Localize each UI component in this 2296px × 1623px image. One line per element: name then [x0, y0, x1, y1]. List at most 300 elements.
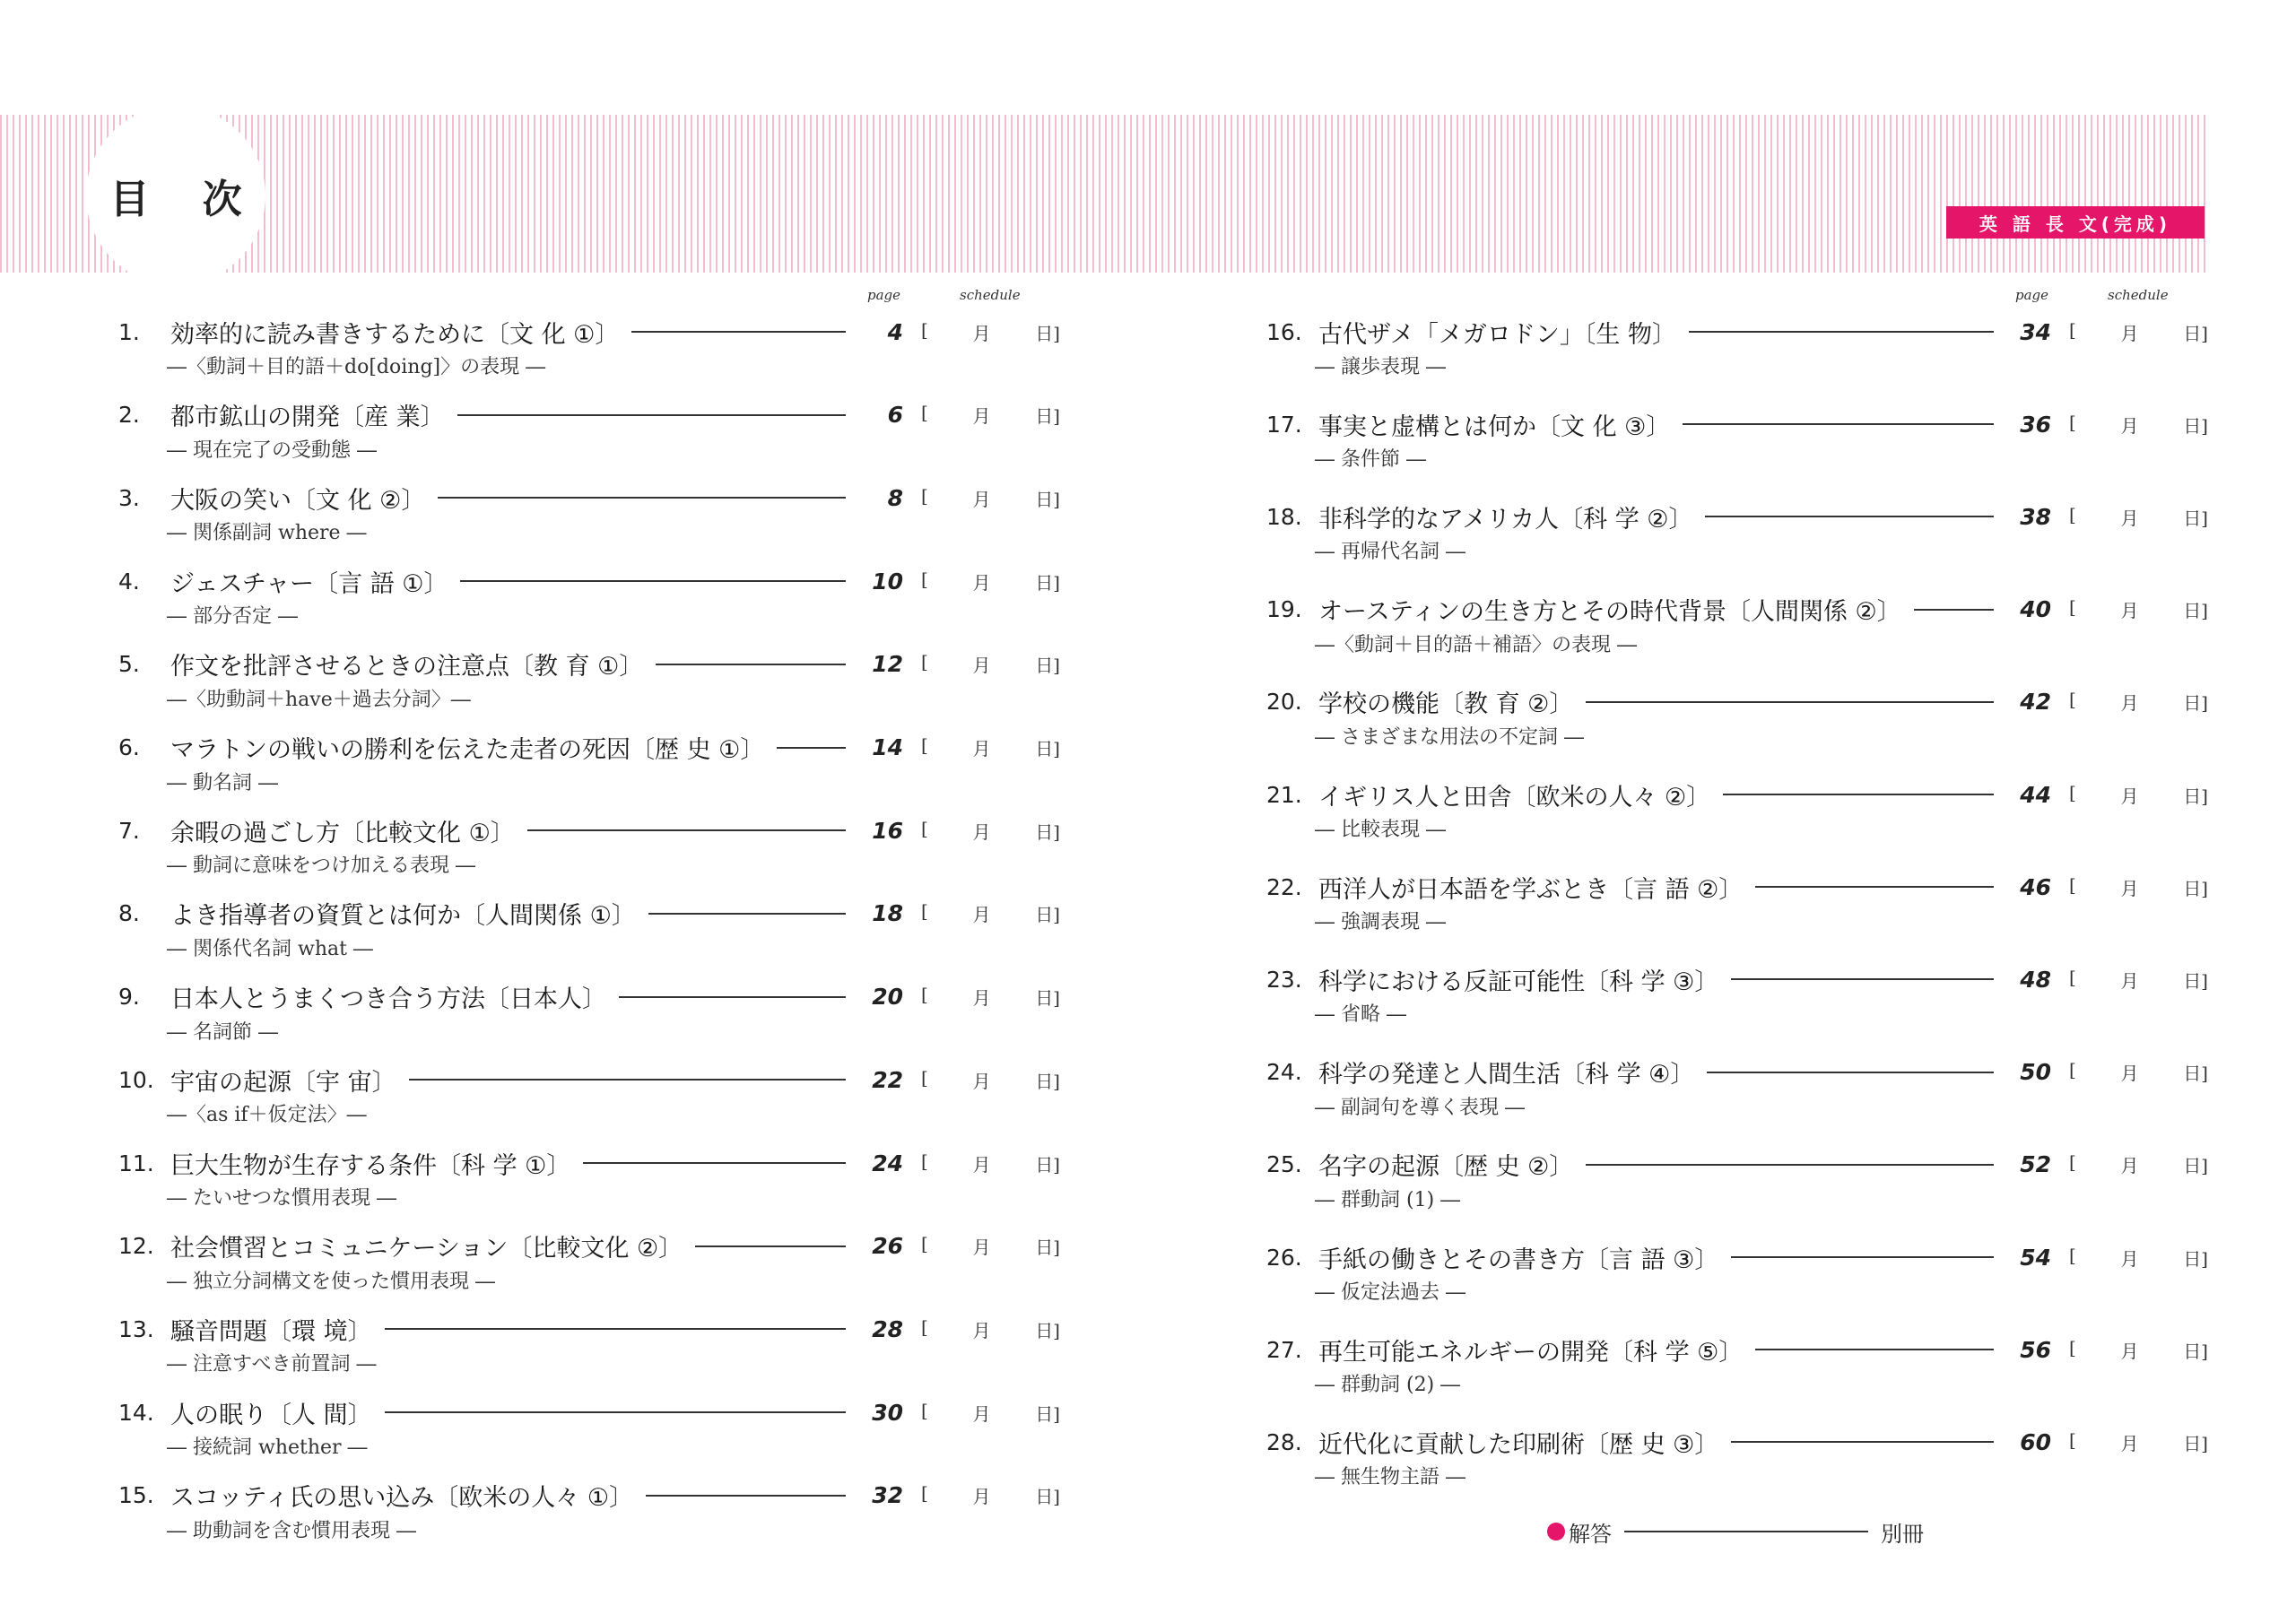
grammar-point: ―〈動詞＋目的語＋補語〉の表現 ― — [1315, 633, 1637, 656]
chapter-title: 大阪の笑い〔文 化 ②〕 — [170, 486, 426, 515]
chapter-number: 2. — [118, 402, 140, 429]
schedule-day: 日] — [2183, 507, 2208, 529]
schedule-day: 日] — [1035, 1237, 1060, 1259]
chapter-number: 21. — [1266, 781, 1302, 808]
chapter-number: 13. — [118, 1315, 154, 1342]
leader-line — [1689, 331, 1994, 333]
leader-line — [631, 331, 846, 333]
toc-entry-row — [1266, 684, 2208, 720]
toc-entry-row — [1266, 1239, 2208, 1275]
answer-label: 解答 — [1569, 1521, 1612, 1547]
schedule-month: 月 — [972, 1153, 991, 1176]
schedule-day: 日] — [2183, 1432, 2208, 1454]
toc-entry-row — [118, 1478, 1060, 1514]
toc-entry-row — [118, 480, 1060, 516]
schedule-slot — [921, 1482, 1060, 1508]
leader-line — [1586, 701, 1994, 703]
answer-note — [1547, 1515, 1924, 1548]
leader-line — [656, 664, 846, 665]
toc-entry-row — [1266, 1147, 2208, 1183]
toc-entry — [1266, 499, 2208, 570]
schedule-slot — [921, 1316, 1060, 1342]
page-number: 26 — [872, 1233, 903, 1260]
header-banner — [0, 115, 2208, 273]
page-number: 40 — [2020, 596, 2051, 623]
toc-entry-row — [1266, 406, 2208, 442]
schedule-open: [ — [921, 402, 928, 424]
grammar-point: ― 条件節 ― — [1315, 448, 1426, 472]
chapter-title: 科学における反証可能性〔科 学 ③〕 — [1318, 968, 1719, 996]
schedule-open: [ — [2069, 966, 2076, 988]
chapter-title: マラトンの戦いの勝利を伝えた走者の死因〔歴 史 ①〕 — [170, 736, 765, 764]
toc-entry-row — [118, 1311, 1060, 1347]
page-number: 14 — [872, 734, 903, 760]
schedule-month: 月 — [2120, 877, 2139, 899]
leader-line — [438, 497, 846, 499]
grammar-point: ― 無生物主語 ― — [1315, 1466, 1465, 1489]
toc-entry — [118, 1228, 1060, 1300]
schedule-day: 日] — [2183, 692, 2208, 715]
schedule-open: [ — [921, 734, 928, 756]
grammar-point: ― 独立分詞構文を使った慣用表現 ― — [167, 1270, 495, 1293]
page-number: 54 — [2020, 1244, 2051, 1271]
schedule-month: 月 — [2120, 1063, 2139, 1085]
grammar-point: ― 群動詞 (1) ― — [1315, 1188, 1461, 1211]
chapter-number: 3. — [118, 484, 140, 511]
schedule-slot — [2069, 782, 2208, 808]
schedule-slot — [921, 319, 1060, 345]
toc-entry-row — [118, 314, 1060, 350]
schedule-month: 月 — [2120, 785, 2139, 807]
leader-line — [409, 1079, 846, 1081]
chapter-number: 12. — [118, 1233, 154, 1260]
schedule-open: [ — [921, 1233, 928, 1255]
grammar-point: ― 譲歩表現 ― — [1315, 356, 1446, 378]
grammar-point: ― 動詞に意味をつけ加える表現 ― — [167, 855, 475, 878]
chapter-title: 人の眠り〔人 間〕 — [170, 1401, 372, 1429]
page-number: 10 — [872, 568, 903, 595]
grammar-point: ― たいせつな慣用表現 ― — [167, 1187, 396, 1210]
chapter-title: 古代ザメ「メガロドン」〔生 物〕 — [1318, 320, 1677, 349]
toc-entry — [118, 1145, 1060, 1217]
schedule-day: 日] — [2183, 1063, 2208, 1085]
leader-line — [457, 414, 846, 416]
chapter-title: 日本人とうまくつき合う方法〔日本人〕 — [170, 985, 606, 1014]
chapter-title: 都市鉱山の開発〔産 業〕 — [170, 404, 445, 432]
schedule-slot — [921, 1233, 1060, 1259]
toc-entry — [118, 1394, 1060, 1466]
chapter-number: 25. — [1266, 1151, 1302, 1178]
schedule-slot — [2069, 412, 2208, 438]
chapter-number: 10. — [118, 1066, 154, 1093]
book-tag: 英 語 長 文(完成) — [1946, 206, 2205, 239]
leader-line — [1755, 1349, 1994, 1350]
schedule-day: 日] — [2183, 600, 2208, 622]
chapter-number: 4. — [118, 568, 140, 595]
toc-entry-row — [1266, 314, 2208, 350]
schedule-col-label: schedule — [2108, 287, 2169, 303]
toc-entry-row — [1266, 869, 2208, 905]
grammar-point: ― 関係代名詞 what ― — [167, 937, 373, 960]
schedule-month: 月 — [972, 1402, 991, 1425]
schedule-open: [ — [921, 318, 928, 341]
grammar-point: ― 助動詞を含む慣用表現 ― — [167, 1519, 416, 1542]
schedule-month: 月 — [972, 322, 991, 344]
schedule-day: 日] — [2183, 785, 2208, 807]
grammar-point: ― 仮定法過去 ― — [1315, 1281, 1465, 1304]
schedule-slot — [2069, 874, 2208, 900]
schedule-slot — [921, 900, 1060, 926]
grammar-point: ― 現在完了の受動態 ― — [167, 438, 377, 462]
leader-line — [1731, 978, 1994, 980]
schedule-day: 日] — [2183, 1155, 2208, 1177]
toc-entry-row — [1266, 1332, 2208, 1367]
chapter-title: 学校の機能〔教 育 ②〕 — [1318, 690, 1574, 719]
schedule-open: [ — [921, 900, 928, 923]
page-number: 18 — [872, 900, 903, 927]
toc-entry — [118, 480, 1060, 551]
chapter-title: オースティンの生き方とその時代背景〔人間関係 ②〕 — [1318, 598, 1901, 627]
chapter-number: 9. — [118, 984, 140, 1011]
schedule-day: 日] — [1035, 1153, 1060, 1176]
toc-entry — [1266, 406, 2208, 478]
schedule-open: [ — [921, 568, 928, 590]
toc-entry — [118, 979, 1060, 1051]
leader-line — [619, 996, 846, 998]
toc-entry — [1266, 592, 2208, 664]
schedule-month: 月 — [972, 1070, 991, 1092]
grammar-point: ― 名詞節 ― — [167, 1020, 278, 1044]
grammar-point: ― 注意すべき前置詞 ― — [167, 1353, 377, 1376]
schedule-month: 月 — [972, 571, 991, 594]
grammar-point: ―〈動詞＋目的語＋do[doing]〉の表現 ― — [167, 356, 546, 378]
toc-entry — [1266, 1239, 2208, 1311]
schedule-slot — [921, 818, 1060, 844]
toc-entry — [1266, 1332, 2208, 1403]
toc-entry-row — [1266, 777, 2208, 812]
page-number: 32 — [872, 1482, 903, 1509]
leader-line — [1707, 1072, 1994, 1073]
toc-entry-row — [118, 1394, 1060, 1430]
page-number: 28 — [872, 1315, 903, 1342]
schedule-open: [ — [2069, 1151, 2076, 1174]
page-number: 48 — [2020, 966, 2051, 993]
schedule-open: [ — [921, 484, 928, 507]
chapter-title: 余暇の過ごし方〔比較文化 ①〕 — [170, 819, 515, 847]
schedule-open: [ — [921, 984, 928, 1006]
schedule-slot — [2069, 1337, 2208, 1363]
page-number: 22 — [872, 1066, 903, 1093]
grammar-point: ― 群動詞 (2) ― — [1315, 1374, 1461, 1397]
toc-entry-row — [118, 1228, 1060, 1264]
schedule-slot — [2069, 967, 2208, 993]
schedule-slot — [921, 485, 1060, 511]
chapter-number: 19. — [1266, 596, 1302, 623]
schedule-day: 日] — [1035, 571, 1060, 594]
schedule-slot — [921, 402, 1060, 428]
chapter-title: 事実と虚構とは何か〔文 化 ③〕 — [1318, 412, 1671, 441]
toc-entry-row — [118, 730, 1060, 766]
chapter-number: 20. — [1266, 689, 1302, 716]
schedule-open: [ — [921, 651, 928, 673]
schedule-month: 月 — [2120, 1247, 2139, 1270]
schedule-slot — [2069, 319, 2208, 345]
chapter-title: 作文を批評させるときの注意点〔教 育 ①〕 — [170, 653, 644, 681]
schedule-slot — [921, 568, 1060, 595]
schedule-open: [ — [921, 1150, 928, 1172]
page-number: 34 — [2020, 318, 2051, 345]
chapter-title: ジェスチャー〔言 語 ①〕 — [170, 569, 448, 598]
schedule-month: 月 — [2120, 507, 2139, 529]
schedule-open: [ — [921, 1399, 928, 1421]
schedule-day: 日] — [1035, 1070, 1060, 1092]
chapter-title: 社会慣習とコミュニケーション〔比較文化 ②〕 — [170, 1235, 683, 1263]
schedule-open: [ — [2069, 1428, 2076, 1451]
grammar-point: ― 副詞句を導く表現 ― — [1315, 1096, 1525, 1119]
chapter-number: 17. — [1266, 411, 1302, 438]
schedule-month: 月 — [2120, 692, 2139, 715]
schedule-day: 日] — [1035, 820, 1060, 843]
grammar-point: ― 省略 ― — [1315, 1003, 1406, 1027]
answer-location: 別冊 — [1881, 1521, 1924, 1547]
page-number: 60 — [2020, 1428, 2051, 1455]
schedule-month: 月 — [972, 1237, 991, 1259]
schedule-open: [ — [921, 1066, 928, 1089]
chapter-number: 11. — [118, 1150, 154, 1176]
chapter-title: 効率的に読み書きするために〔文 化 ①〕 — [170, 320, 620, 349]
chapter-title: 騒音問題〔環 境〕 — [170, 1317, 372, 1346]
toc-entry-row — [118, 896, 1060, 932]
schedule-day: 日] — [2183, 1340, 2208, 1362]
toc-entry — [1266, 1055, 2208, 1126]
schedule-open: [ — [2069, 1336, 2076, 1358]
leader-line — [385, 1411, 846, 1413]
schedule-day: 日] — [1035, 1319, 1060, 1341]
grammar-point: ― 比較表現 ― — [1315, 819, 1446, 841]
page-number: 36 — [2020, 411, 2051, 438]
chapter-number: 5. — [118, 651, 140, 678]
schedule-day: 日] — [1035, 904, 1060, 926]
toc-entry — [1266, 684, 2208, 756]
schedule-open: [ — [2069, 596, 2076, 619]
toc-entry — [118, 1062, 1060, 1133]
schedule-col-label: schedule — [960, 287, 1021, 303]
page-number: 20 — [872, 984, 903, 1011]
page-number: 52 — [2020, 1151, 2051, 1178]
chapter-title: よき指導者の資質とは何か〔人間関係 ①〕 — [170, 902, 636, 931]
toc-entry — [1266, 961, 2208, 1033]
toc-entry — [118, 730, 1060, 802]
page-number: 44 — [2020, 781, 2051, 808]
chapter-number: 16. — [1266, 318, 1302, 345]
toc-entry — [118, 563, 1060, 635]
schedule-month: 月 — [2120, 414, 2139, 437]
grammar-point: ― 接続詞 whether ― — [167, 1436, 368, 1460]
toc-entry-row — [118, 397, 1060, 433]
bullet-icon — [1547, 1523, 1565, 1541]
schedule-day: 日] — [1035, 1486, 1060, 1508]
toc-entry-row — [118, 1145, 1060, 1181]
leader-line — [385, 1328, 846, 1330]
schedule-month: 月 — [972, 1486, 991, 1508]
chapter-number: 23. — [1266, 966, 1302, 993]
page-number: 8 — [887, 484, 903, 511]
schedule-day: 日] — [2183, 322, 2208, 344]
schedule-slot — [921, 1067, 1060, 1093]
schedule-open: [ — [2069, 411, 2076, 433]
toc-entry — [118, 397, 1060, 469]
page-number: 4 — [887, 318, 903, 345]
chapter-title: 西洋人が日本語を学ぶとき〔言 語 ②〕 — [1318, 875, 1744, 904]
schedule-month: 月 — [972, 488, 991, 510]
leader-line — [1586, 1164, 1994, 1166]
chapter-number: 24. — [1266, 1059, 1302, 1086]
page-number: 56 — [2020, 1336, 2051, 1363]
schedule-slot — [2069, 1059, 2208, 1085]
grammar-point: ― 関係副詞 where ― — [167, 522, 367, 545]
toc-entry-row — [1266, 592, 2208, 628]
toc-entry — [118, 1311, 1060, 1383]
toc-entry-row — [118, 812, 1060, 848]
leader-line — [777, 747, 846, 749]
leader-line — [648, 913, 846, 915]
schedule-month: 月 — [2120, 1155, 2139, 1177]
chapter-number: 14. — [118, 1399, 154, 1426]
toc-entry — [1266, 314, 2208, 386]
leader-line — [583, 1162, 846, 1164]
chapter-title: スコッティ氏の思い込み〔欧米の人々 ①〕 — [170, 1484, 634, 1513]
leader-line — [1624, 1531, 1868, 1532]
schedule-slot — [921, 734, 1060, 760]
page-number: 38 — [2020, 503, 2051, 530]
schedule-day: 日] — [2183, 1247, 2208, 1270]
leader-line — [695, 1245, 846, 1247]
chapter-number: 15. — [118, 1482, 154, 1509]
schedule-month: 月 — [972, 1319, 991, 1341]
toc-entry — [1266, 1424, 2208, 1496]
leader-line — [460, 580, 846, 582]
page-number: 16 — [872, 817, 903, 844]
leader-line — [1731, 1256, 1994, 1258]
leader-line — [1723, 794, 1994, 795]
schedule-day: 日] — [2183, 414, 2208, 437]
schedule-day: 日] — [1035, 405, 1060, 428]
schedule-day: 日] — [2183, 969, 2208, 992]
grammar-point: ― さまざまな用法の不定詞 ― — [1315, 725, 1584, 749]
schedule-slot — [2069, 1429, 2208, 1455]
schedule-day: 日] — [1035, 987, 1060, 1010]
grammar-point: ―〈as if＋仮定法〉― — [167, 1104, 367, 1127]
grammar-point: ― 強調表現 ― — [1315, 911, 1446, 934]
schedule-day: 日] — [1035, 488, 1060, 510]
grammar-point: ― 部分否定 ― — [167, 605, 298, 629]
chapter-number: 28. — [1266, 1428, 1302, 1455]
chapter-title: 非科学的なアメリカ人〔科 学 ②〕 — [1318, 505, 1693, 534]
schedule-open: [ — [2069, 689, 2076, 711]
schedule-open: [ — [921, 1315, 928, 1338]
schedule-month: 月 — [2120, 1340, 2139, 1362]
leader-line — [646, 1495, 846, 1497]
toc-entry-row — [118, 1062, 1060, 1098]
leader-line — [1705, 516, 1994, 517]
schedule-slot — [2069, 689, 2208, 715]
toc-entry — [118, 647, 1060, 718]
schedule-open: [ — [2069, 1059, 2076, 1081]
schedule-open: [ — [921, 817, 928, 839]
schedule-open: [ — [2069, 1244, 2076, 1266]
chapter-title: 巨大生物が生存する条件〔科 学 ①〕 — [170, 1151, 571, 1180]
chapter-number: 26. — [1266, 1244, 1302, 1271]
schedule-day: 日] — [2183, 877, 2208, 899]
toc-entry — [118, 812, 1060, 884]
toc-entry-row — [118, 563, 1060, 599]
schedule-day: 日] — [1035, 1402, 1060, 1425]
schedule-open: [ — [921, 1482, 928, 1505]
chapter-title: 近代化に貢献した印刷術〔歴 史 ③〕 — [1318, 1430, 1719, 1459]
schedule-open: [ — [2069, 781, 2076, 803]
schedule-slot — [921, 1400, 1060, 1426]
toc-entry-row — [118, 647, 1060, 682]
leader-line — [1731, 1441, 1994, 1443]
schedule-slot — [2069, 504, 2208, 530]
schedule-day: 日] — [1035, 655, 1060, 677]
grammar-point: ― 再帰代名詞 ― — [1315, 541, 1465, 564]
grammar-point: ― 動名詞 ― — [167, 771, 278, 794]
schedule-month: 月 — [972, 738, 991, 759]
page-number: 46 — [2020, 873, 2051, 900]
schedule-month: 月 — [972, 655, 991, 677]
chapter-title: 名字の起源〔歴 史 ②〕 — [1318, 1153, 1574, 1182]
page-col-label: page — [2015, 287, 2049, 303]
schedule-slot — [2069, 1245, 2208, 1271]
toc-entry — [118, 896, 1060, 968]
schedule-slot — [921, 651, 1060, 677]
chapter-title: 手紙の働きとその書き方〔言 語 ③〕 — [1318, 1245, 1719, 1274]
schedule-month: 月 — [2120, 1432, 2139, 1454]
chapter-number: 6. — [118, 734, 140, 760]
toc-entry-row — [1266, 499, 2208, 534]
schedule-open: [ — [2069, 873, 2076, 896]
chapter-number: 27. — [1266, 1336, 1302, 1363]
schedule-month: 月 — [972, 820, 991, 843]
grammar-point: ―〈助動詞＋have＋過去分詞〉― — [167, 688, 471, 711]
schedule-day: 日] — [1035, 322, 1060, 344]
page-number: 24 — [872, 1150, 903, 1176]
toc-entry — [1266, 869, 2208, 941]
schedule-slot — [2069, 1151, 2208, 1177]
schedule-open: [ — [2069, 318, 2076, 341]
page-number: 30 — [872, 1399, 903, 1426]
chapter-title: 宇宙の起源〔宇 宙〕 — [170, 1068, 396, 1097]
chapter-number: 7. — [118, 817, 140, 844]
page-number: 12 — [872, 651, 903, 678]
toc-entry — [1266, 777, 2208, 848]
schedule-month: 月 — [2120, 969, 2139, 992]
chapter-number: 1. — [118, 318, 140, 345]
leader-line — [527, 829, 846, 831]
chapter-number: 8. — [118, 900, 140, 927]
leader-line — [1914, 609, 1994, 611]
schedule-slot — [2069, 596, 2208, 622]
schedule-month: 月 — [972, 904, 991, 926]
leader-line — [1755, 886, 1994, 888]
schedule-month: 月 — [972, 405, 991, 428]
schedule-day: 日] — [1035, 738, 1060, 759]
toc-entry-row — [1266, 1055, 2208, 1090]
leader-line — [1683, 423, 1994, 425]
page-number: 6 — [887, 402, 903, 429]
schedule-slot — [921, 1150, 1060, 1176]
